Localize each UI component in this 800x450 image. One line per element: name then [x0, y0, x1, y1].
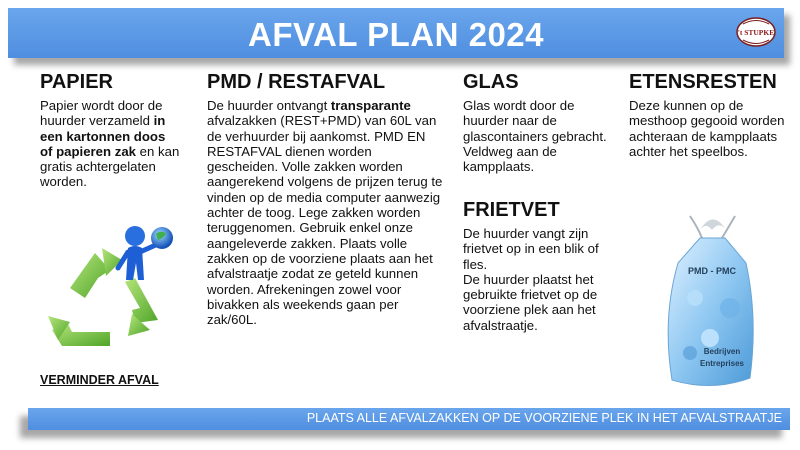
- papier-title: PAPIER: [40, 71, 113, 93]
- frietvet-text-2: De huurder plaatst het gebruikte frietvet op de voorziene plek aan het afvalstraatje.: [463, 271, 598, 333]
- glas-text: Glas wordt door de huurder naar de glascontainers gebracht. Veldweg aan de kampplaats.: [463, 98, 607, 175]
- bag-label-1: PMD - PMC: [688, 266, 736, 276]
- etensresten-title: ETENSRESTEN: [629, 71, 777, 93]
- etensresten-text: Deze kunnen op de mesthoop gegooid worden achteraan de kampplaats achter het speelbos.: [629, 98, 785, 159]
- recycle-figure-icon: [40, 218, 180, 368]
- footer-banner: [28, 408, 790, 430]
- glas-title: GLAS: [463, 71, 519, 93]
- logo-text: 't STUPKE: [737, 28, 775, 37]
- header-banner: [8, 8, 784, 58]
- pmd-title: PMD / RESTAFVAL: [207, 71, 386, 93]
- recycle-caption: VERMINDER AFVAL: [40, 373, 159, 387]
- papier-text: Papier wordt door de huurder verzameld in een kartonnen doos of papieren zak en kan gratis achtergelaten worden.: [40, 98, 180, 190]
- frietvet-text-1: De huurder vangt zijn frietvet op in een blik of fles.: [463, 226, 599, 272]
- bag-label-3: Entreprises: [699, 359, 745, 368]
- section-frietvet: [463, 198, 608, 333]
- pmd-bag-icon: [650, 208, 775, 393]
- section-pmd-restafval: [207, 70, 443, 327]
- bag-label-2: Bedrijven: [703, 347, 741, 356]
- section-etensresten: [629, 70, 789, 159]
- section-glas: [463, 70, 608, 174]
- pmd-text: De huurder ontvangt transparante afvalzakken (REST+PMD) van 60L van de verhuurder bij aankomst. PMD EN RESTAFVAL dienen worden gescheiden. Volle zakken worden aangerekend volgens de prijzen terug te vinden op de media computer aanwezig achter de toog. Lege zakken worden teruggenomen. Gebruik enkel onze aangeleverde zakken. Plaats volle zakken op de voorziene plaats aan het afvalstraatje zodat ze geteld kunnen worden. Afrekeningen zowel voor bivakken als weekends gaan per zak/60L.: [207, 98, 443, 328]
- section-papier: [40, 70, 180, 190]
- stupke-logo: [735, 15, 777, 49]
- page-title: AFVAL PLAN 2024: [247, 16, 545, 53]
- frietvet-title: FRIETVET: [463, 199, 560, 221]
- footer-text: PLAATS ALLE AFVALZAKKEN OP DE VOORZIENE PLEK IN HET AFVALSTRAATJE: [306, 411, 782, 425]
